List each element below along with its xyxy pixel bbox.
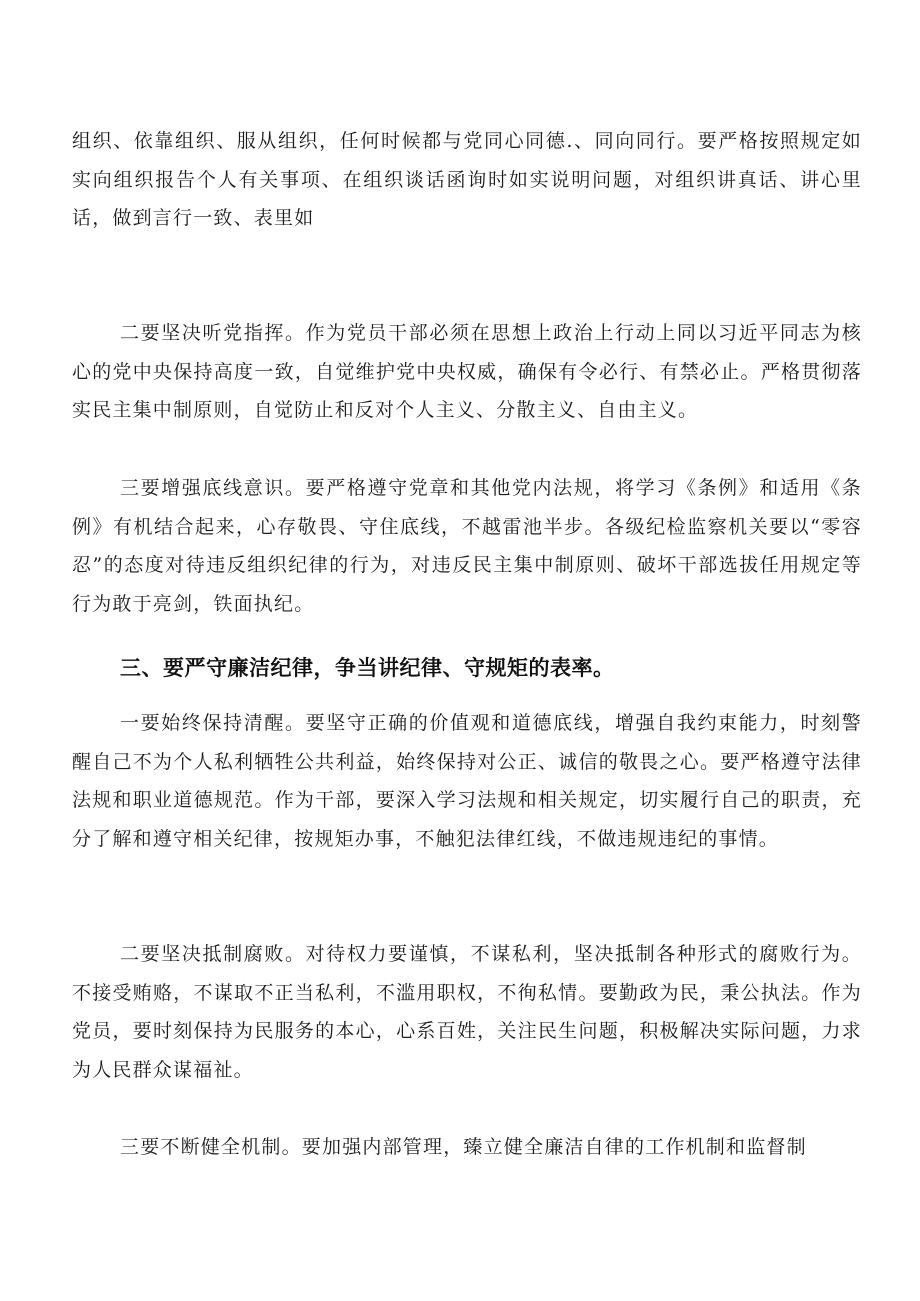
section-heading-integrity-discipline: 三、要严守廉洁纪律，争当讲纪律、守规矩的表率。 (120, 656, 615, 680)
paragraph-resist-corruption: 二要坚决抵制腐败。对待权力要谨慎，不谋私利，坚决抵制各种形式的腐败行为。不接受贿赂，不谋取不正当私利，不滥用职权，不徇私情。要勤政为民，秉公执法。作为党员，要时刻保持为民服务的本心，心系百姓，关注民生问题，积极解决实际问题，力求为人民群众谋福祉。 (72, 943, 862, 1081)
paragraph-improve-mechanisms: 三要不断健全机制。要加强内部管理，臻立健全廉洁自律的工作机制和监督制 (120, 1136, 807, 1158)
paragraph-obey-party-command: 二要坚决听党指挥。作为党员干部必须在思想上政治上行动上同以习近平同志为核心的党中央保持高度一致，自觉维护党中央权威，确保有令必行、有禁必止。严格贯彻落实民主集中制原则，自觉防止和反对个人主义、分散主义、自由主义。 (72, 322, 862, 421)
paragraph-continuation: 组织、依靠组织、服从组织，任何时候都与党同心同德.、同向同行。要严格按照规定如实向组织报告个人有关事项、在组织谈话函询时如实说明问题，对组织讲真话、讲心里话，做到言行一致、表里如 (72, 130, 862, 229)
paragraph-bottom-line-awareness: 三要增强底线意识。要严格遵守党章和其他党内法规，将学习《条例》和适用《条例》有机结合起来，心存敬畏、守住底线，不越雷池半步。各级纪检监察机关要以“零容忍”的态度对待违反组织纪律的行为，对违反民主集中制原则、破坏干部选拔任用规定等行为敢于亮剑，铁面执纪。 (72, 477, 862, 615)
paragraph-stay-clear-minded: 一要始终保持清醒。要坚守正确的价值观和道德底线，增强自我约束能力，时刻警醒自己不为个人私利牺牲公共利益，始终保持对公正、诚信的敬畏之心。要严格遵守法律法规和职业道德规范。作为干部，要深入学习法规和相关规定，切实履行自己的职责，充分了解和遵守相关纪律，按规矩办事，不触犯法律红线，不做违规违纪的事情。 (72, 712, 862, 850)
